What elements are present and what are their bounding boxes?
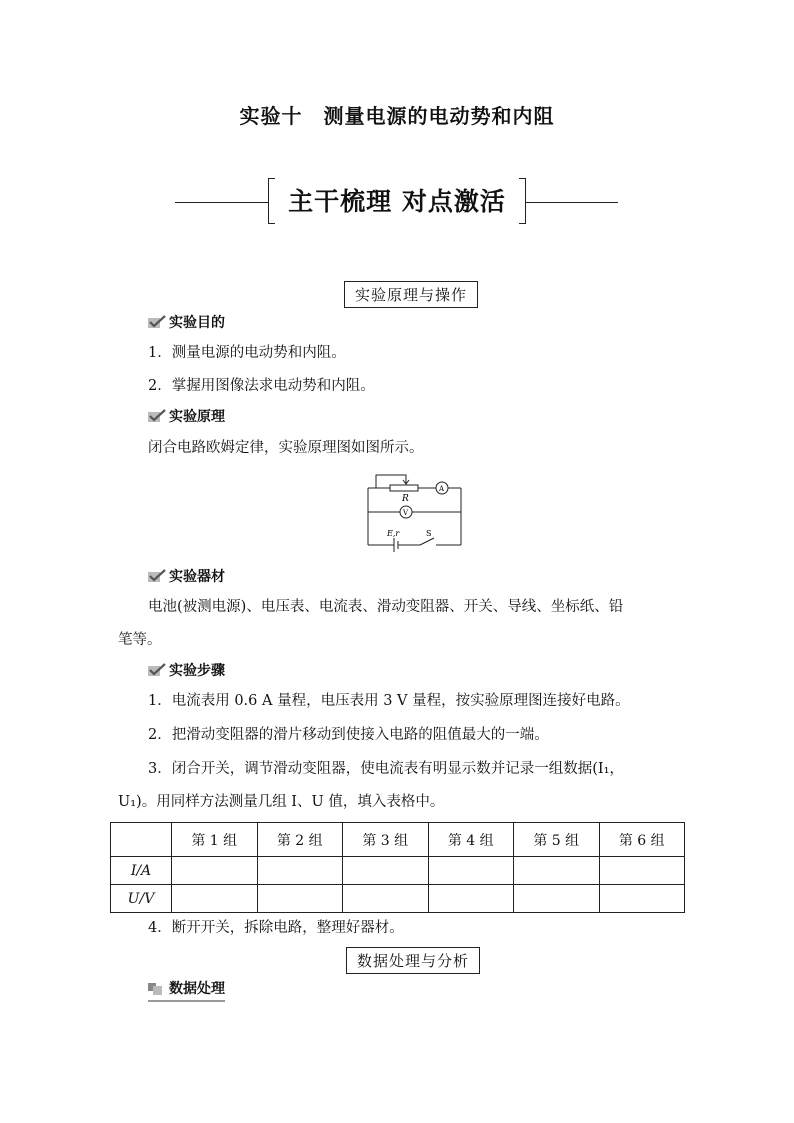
step-2: 2．把滑动变阻器的滑片移动到使接入电路的阻值最大的一端。: [148, 727, 549, 743]
subhead-purpose: 实验目的: [148, 312, 225, 333]
table-row: [111, 857, 685, 885]
square-bullet-icon: [148, 981, 166, 999]
circuit-diagram: [360, 468, 470, 552]
section-heading-data-analysis: 数据处理与分析: [346, 947, 480, 974]
step-1: 1．电流表用 0.6 A 量程，电压表用 3 V 量程，按实验原理图连接好电路。: [148, 693, 630, 709]
table-cell: [172, 857, 258, 885]
table-header-cell: [111, 823, 172, 857]
purpose-item-2: 2．掌握用图像法求电动势和内阻。: [148, 378, 375, 394]
row-label-voltage: U/V: [111, 885, 172, 913]
circuit-label-s: S: [426, 529, 432, 538]
section-heading-principle-operation: 实验原理与操作: [344, 281, 478, 308]
purpose-item-1: 1．测量电源的电动势和内阻。: [148, 345, 346, 361]
table-header-cell: 第 6 组: [599, 823, 685, 857]
banner-line-left: [175, 202, 268, 203]
check-icon: [148, 315, 166, 333]
table-cell: [599, 857, 685, 885]
subhead-principle: 实验原理: [148, 406, 225, 427]
table-header-cell: 第 2 组: [257, 823, 343, 857]
check-icon: [148, 569, 166, 587]
principle-text: 闭合电路欧姆定律，实验原理图如图所示。: [148, 440, 424, 456]
table-cell: [514, 857, 600, 885]
table-header-cell: 第 1 组: [172, 823, 258, 857]
data-table: [110, 822, 685, 913]
table-cell: [599, 885, 685, 913]
banner-line-right: [526, 202, 618, 203]
table-row: [111, 885, 685, 913]
equipment-line-2: 笔等。: [118, 632, 162, 648]
table-cell: [428, 885, 514, 913]
subhead-steps: 实验步骤: [148, 660, 225, 681]
table-cell: [343, 885, 429, 913]
circuit-label-a: A: [439, 485, 445, 493]
check-icon: [148, 409, 166, 427]
circuit-label-er: E,r: [387, 529, 400, 538]
table-header-cell: 第 3 组: [343, 823, 429, 857]
page-title: 实验十 测量电源的电动势和内阻: [239, 104, 555, 128]
table-header-row: [111, 823, 685, 857]
table-cell: [172, 885, 258, 913]
step-3-line-2: U₁)。用同样方法测量几组 I、U 值，填入表格中。: [118, 794, 445, 810]
table-cell: [257, 857, 343, 885]
check-icon: [148, 663, 166, 681]
table-header-cell: 第 5 组: [514, 823, 600, 857]
subhead-data-processing: 数据处理: [148, 978, 225, 1002]
circuit-label-v: V: [403, 509, 409, 517]
table-cell: [257, 885, 343, 913]
subhead-equipment: 实验器材: [148, 566, 225, 587]
row-label-current: I/A: [111, 857, 172, 885]
section-banner: [268, 178, 526, 224]
table-cell: [343, 857, 429, 885]
circuit-label-r: R: [402, 494, 409, 504]
step-3-line-1: 3．闭合开关，调节滑动变阻器，使电流表有明显示数并记录一组数据(I₁，: [148, 761, 624, 777]
banner-text: 主干梳理 对点激活: [288, 187, 506, 216]
step-4: 4．断开开关，拆除电路，整理好器材。: [148, 920, 404, 936]
table-cell: [428, 857, 514, 885]
table-header-cell: 第 4 组: [428, 823, 514, 857]
table-cell: [514, 885, 600, 913]
equipment-line-1: 电池(被测电源)、电压表、电流表、滑动变阻器、开关、导线、坐标纸、铅: [148, 599, 624, 615]
